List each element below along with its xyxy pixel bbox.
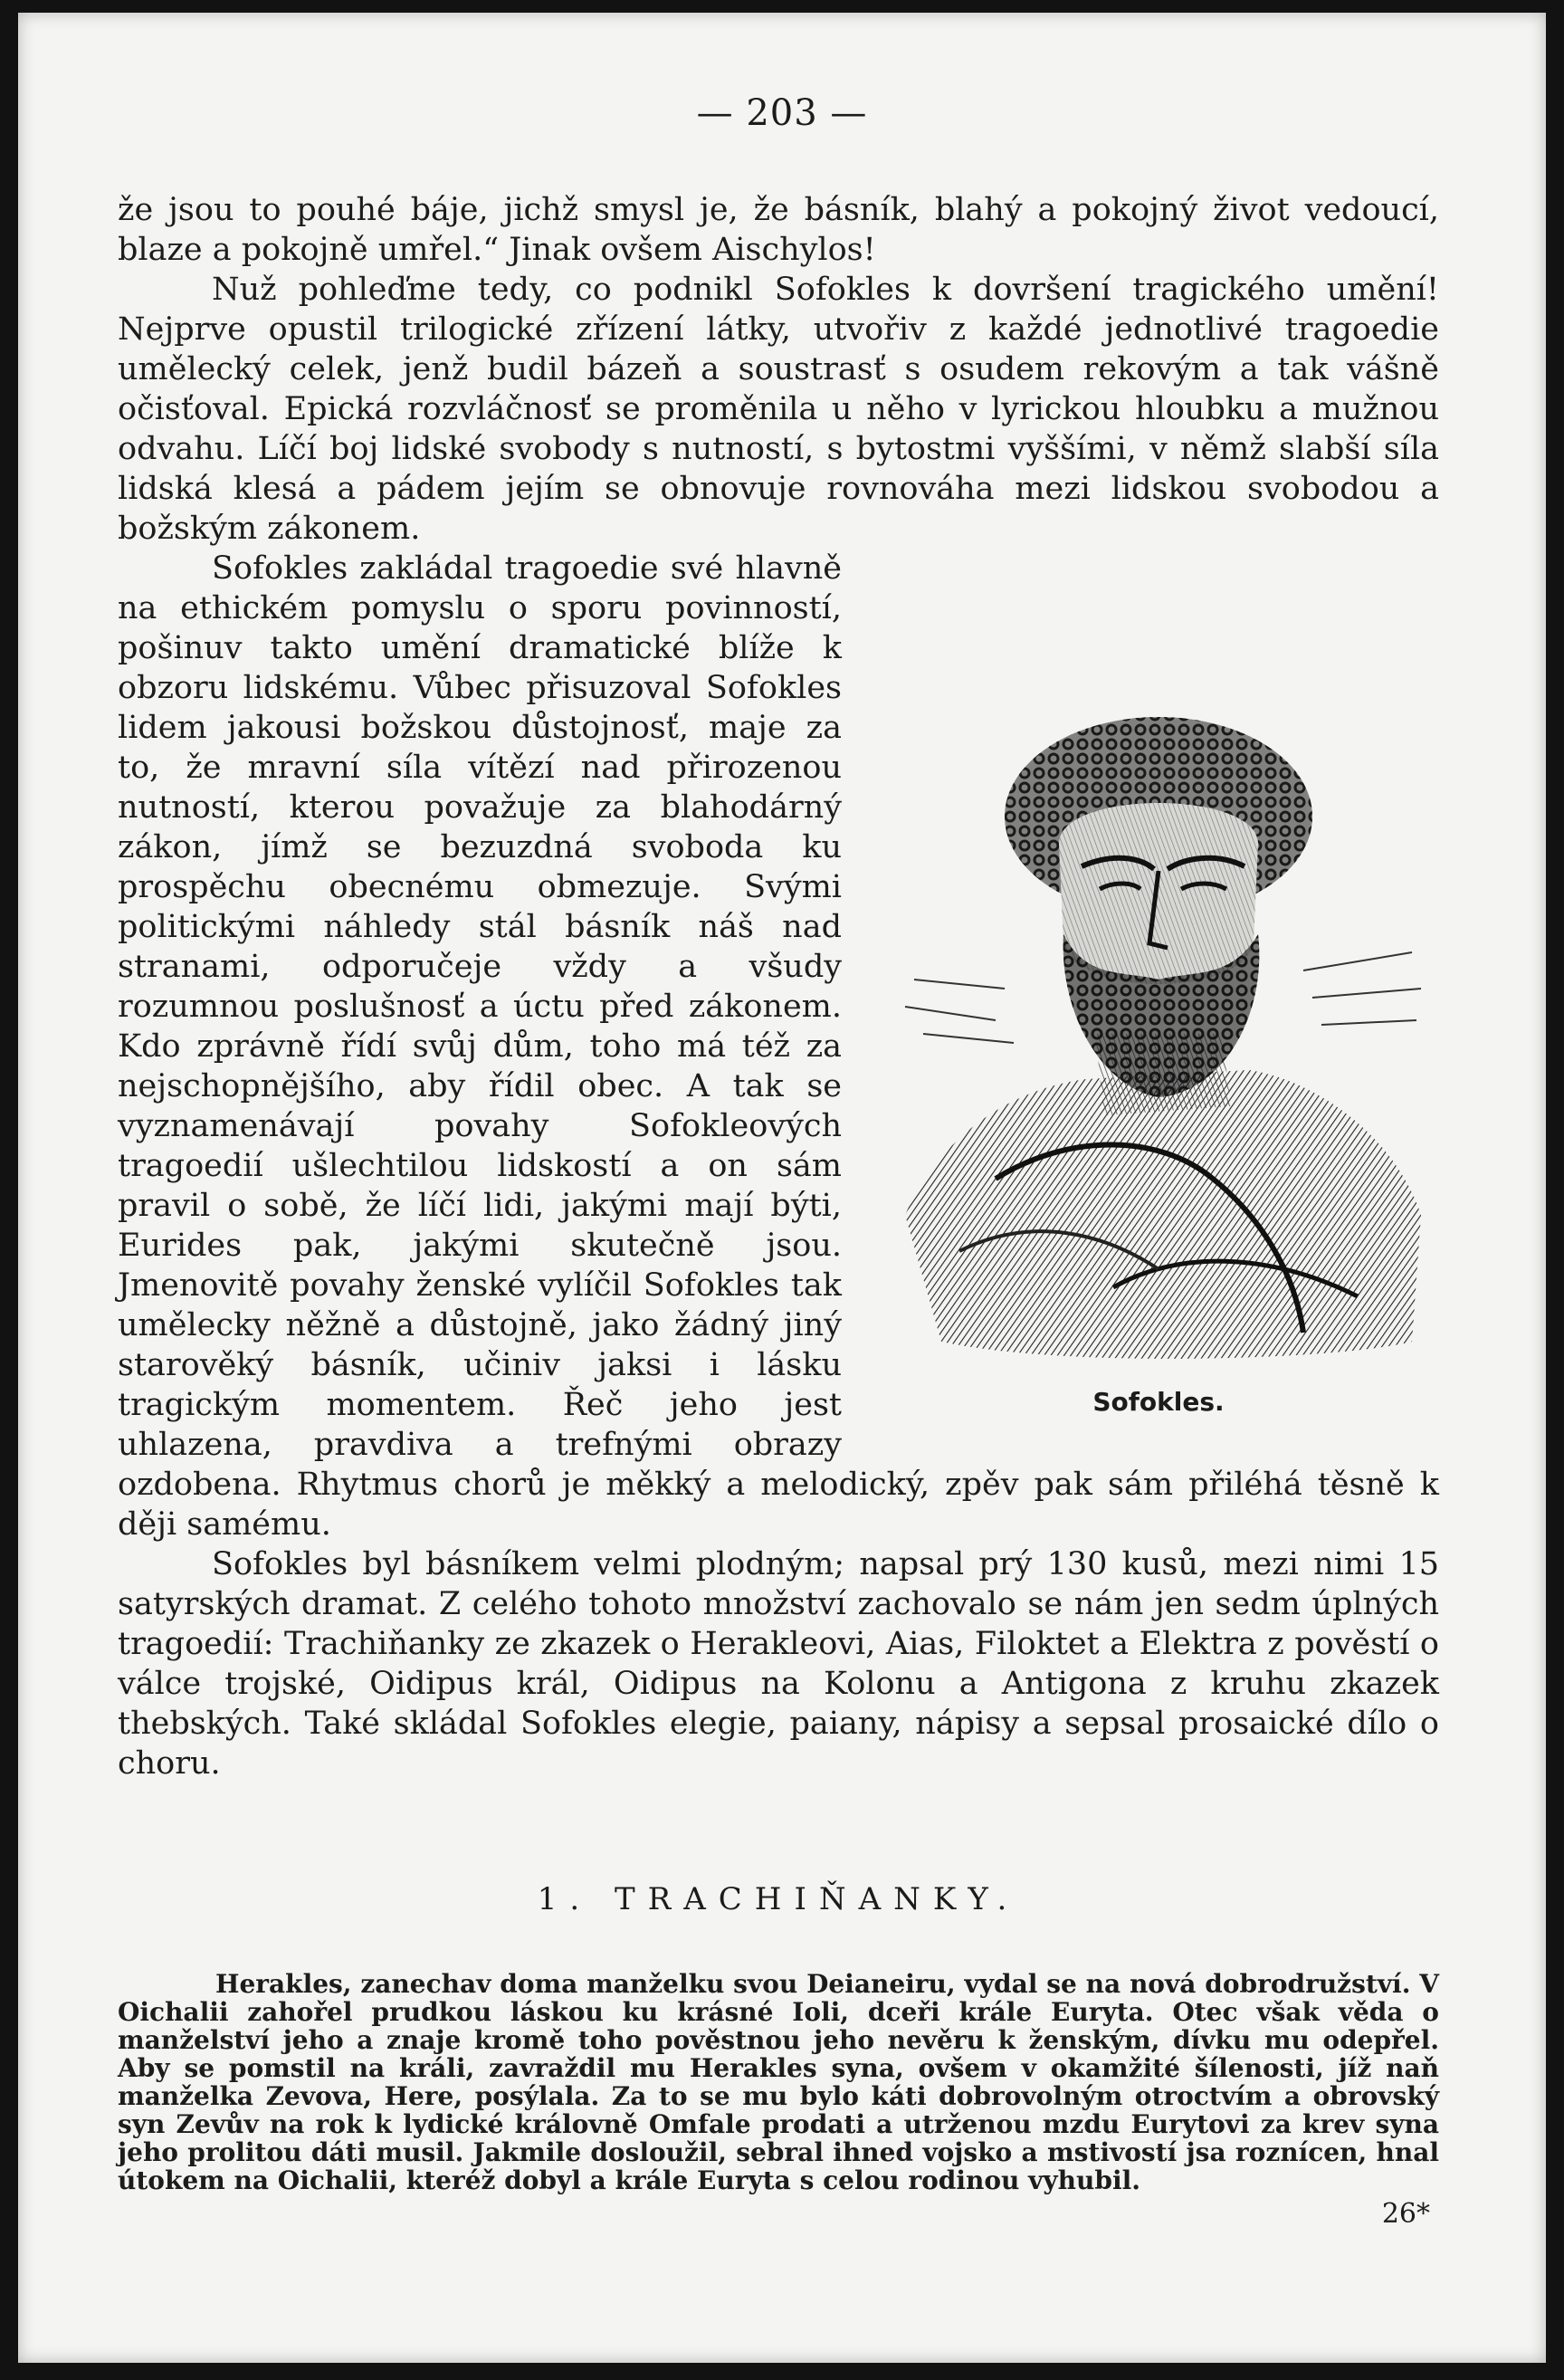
portrait-figure bbox=[878, 708, 1439, 1432]
book-page bbox=[18, 13, 1546, 2363]
signature-mark: 26* bbox=[1381, 2198, 1430, 2230]
section-title: 1. TRACHIŇANKY. bbox=[537, 1881, 1020, 1917]
page-content bbox=[118, 190, 1439, 2230]
paragraph-4: Sofokles byl básníkem velmi plodným; napsal prý 130 kusů, mezi nimi 15 satyrských dramat. Z celého tohoto množství zachovalo se nám jen sedm úplných tragoedií: Trachiňanky ze zkazek o Herakleovi, Aias, Filoktet a Elektra z pověstí o válce trojské, Oidipus král, Oidipus na Kolonu a Antigona z kruhu zkazek thebských. Také skládal Sofokles elegie, paiany, nápisy a sepsal prosaické dílo o choru. bbox=[118, 1546, 1439, 1782]
paragraph-3: Sofokles zakládal tragoedie své hlavně na ethickém pomyslu o sporu povinností, pošinuv takto umění dramatické blíže k obzoru lidskému. Vůbec přisuzoval Sofokles lidem jakousi božskou důstojnosť, maje za to, že mravní síla vítězí nad přirozenou nutností, kterou považuje za blahodárný zákon, jímž se bezuzdná svoboda ku prospěchu obecnému obmezuje. Svými politickými náhledy stál básník náš nad stranami, odporučeje vždy a všudy rozumnou poslušnosť a úctu před zákonem. Kdo zprávně řídí svůj dům, toho má též za nejschopnějšího, aby řídil obec. A tak se vyznamenávají povahy Sofokleových tragoedií ušlechtilou lidskostí a on sám pravil o sobě, že líčí lidi, jakými mají býti, Eurides pak, jakými skutečně jsou. Jmenovitě povahy ženské vylíčil Sofokles tak umělecky něžně a důstojně, jako žádný jiný starověký básník, učiniv jaksi i lásku tragickým momentem. Řeč jeho jest uhlazena, pravdiva a trefnými obrazy ozdobena. Rhytmus chorů je měkký a melodický, zpěv pak sám přiléhá těsně k ději samému. bbox=[118, 550, 1439, 1543]
paragraph-1: že jsou to pouhé báje, jichž smysl je, že básník, blahý a pokojný život vedoucí, blaze a pokojně umřel.“ Jinak ovšem Aischylos! bbox=[118, 192, 1439, 268]
portrait-caption: Sofokles. bbox=[1092, 1387, 1225, 1417]
page-number: — 203 — bbox=[696, 92, 868, 134]
sophocles-portrait-icon bbox=[887, 708, 1430, 1378]
plot-summary: Herakles, zanechav doma manželku svou Deianeiru, vydal se na nová dobrodružství. V Oichalii zahořel prudkou láskou ku krásné Ioli, dceři krále Euryta. Otec však věda o manželství jeho a znaje kromě toho pověstnou jeho nevěru k ženským, dívku mu odepřel. Aby se pomstil na králi, zavraždil mu Herakles syna, ovšem v okamžité šílenosti, jíž naň manželka Zevova, Here, posýlala. Za to se mu bylo káti dobrovolným otroctvím a obrovský syn Zevův na rok k lydické královně Omfale prodati a utrženou mzdu Eurytovi za krev syna jeho prolitou dáti musil. Jakmile dosloužil, sebral ihned vojsko a mstivostí jsa roznícen, hnal útokem na Oichalii, kteréž dobyl a krále Euryta s celou rodinou vyhubil. bbox=[118, 1969, 1439, 2195]
paragraph-2: Nuž pohleďme tedy, co podnikl Sofokles k dovršení tragického umění! Nejprve opustil trilogické zřízení látky, utvořiv z každé jednotlivé tragoedie umělecký celek, jenž budil bázeň a soustrasť s osudem rekovým a tak vášně očisťoval. Epická rozvláčnosť se proměnila u něho v lyrickou hloubku a mužnou odvahu. Líčí boj lidské svobody s nutností, s bytostmi vyššími, v němž slabší síla lidská klesá a pádem jejím se obnovuje rovnováha mezi lidskou svobodou a božským zákonem. bbox=[118, 272, 1439, 547]
